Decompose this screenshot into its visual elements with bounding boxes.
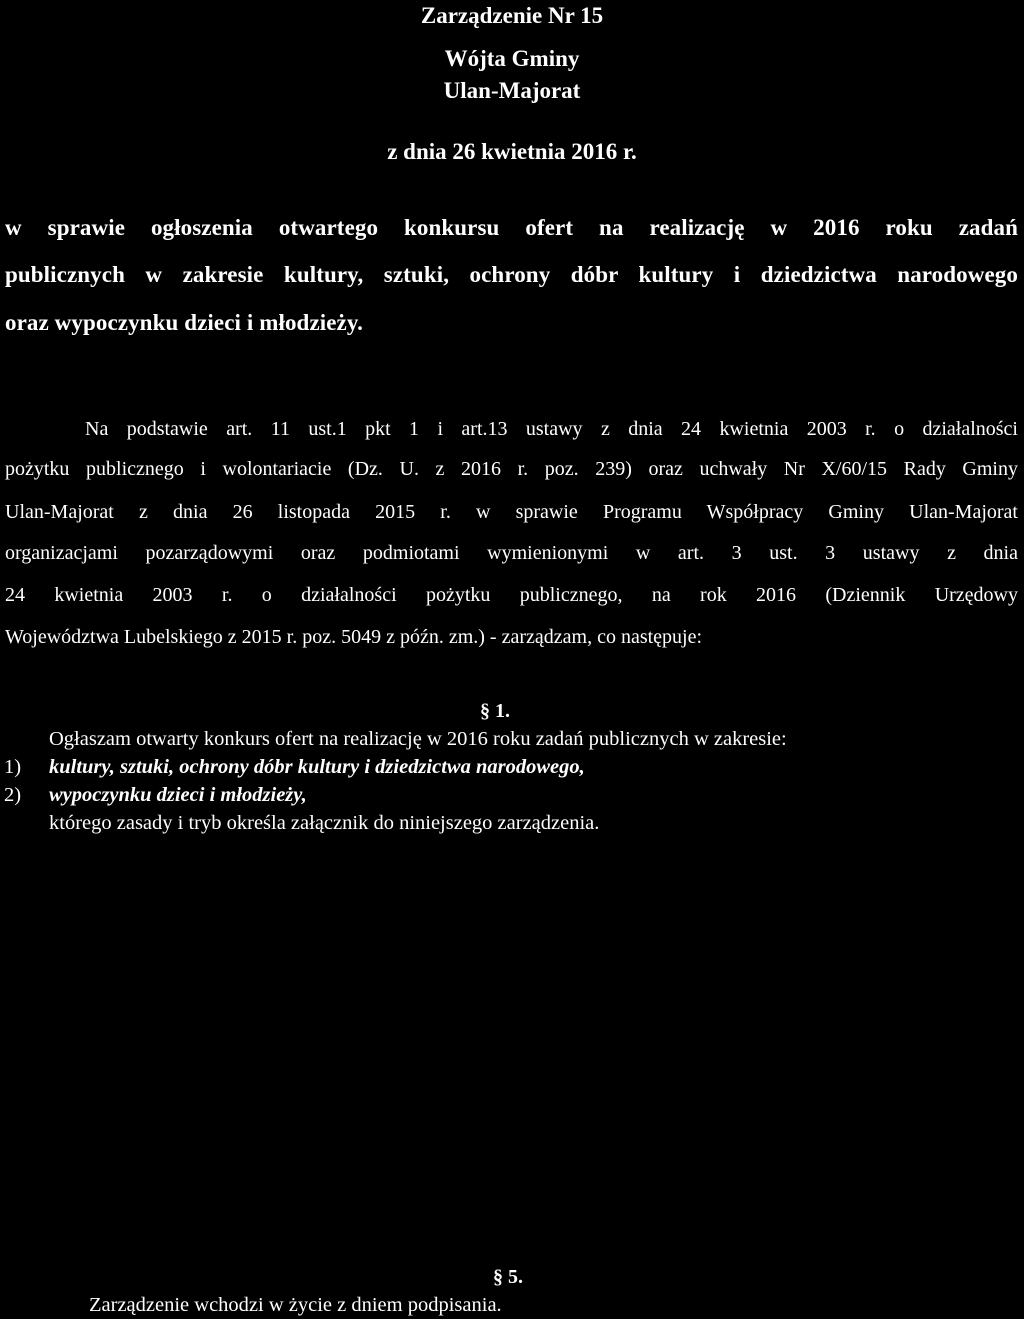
subject-line-2: publicznych w zakresie kultury, sztuki, ochrony dóbr kultury i dziedzictwa narodowego <box>5 262 1018 287</box>
legal-basis-line-1: Na podstawie art. 11 ust.1 pkt 1 i art.13 ustawy z dnia 24 kwietnia 2003 r. o działalności <box>85 418 1018 440</box>
legal-basis-line-5: 24 kwietnia 2003 r. o działalności pożytku publicznego, na rok 2016 (Dziennik Urzędowy <box>5 584 1018 606</box>
section-1-intro: Ogłaszam otwarty konkurs ofert na realizację w 2016 roku zadań publicznych w zakresie: <box>49 728 787 750</box>
list-item-2-number: 2) <box>4 784 22 806</box>
section-1-closing: którego zasady i tryb określa załącznik do niniejszego zarządzenia. <box>49 812 600 834</box>
list-item-1-text: kultury, sztuki, ochrony dóbr kultury i dziedzictwa narodowego, <box>49 756 585 778</box>
list-item-1-number: 1) <box>4 756 22 778</box>
ordinance-title: Zarządzenie Nr 15 <box>420 3 604 28</box>
ordinance-date: z dnia 26 kwietnia 2016 r. <box>387 139 637 164</box>
issuer-line-2: Ulan-Majorat <box>443 78 581 103</box>
legal-basis-line-3: Ulan-Majorat z dnia 26 listopada 2015 r. w sprawie Programu Współpracy Gminy Ulan-Majorat <box>5 501 1018 523</box>
legal-basis-line-4: organizacjami pozarządowymi oraz podmiotami wymienionymi w art. 3 ust. 3 ustawy z dnia <box>5 542 1018 564</box>
legal-basis-line-6: Województwa Lubelskiego z 2015 r. poz. 5049 z późn. zm.) - zarządzam, co następuje: <box>5 626 703 648</box>
legal-basis-line-2: pożytku publicznego i wolontariacie (Dz. U. z 2016 r. poz. 239) oraz uchwały Nr X/60/15 Rady Gminy <box>5 458 1018 480</box>
section-5-text: Zarządzenie wchodzi w życie z dniem podpisania. <box>89 1294 502 1316</box>
list-item-2-text: wypoczynku dzieci i młodzieży, <box>49 784 307 806</box>
subject-line-1: w sprawie ogłoszenia otwartego konkursu ofert na realizację w 2016 roku zadań <box>5 215 1018 240</box>
issuer-line-1: Wójta Gminy <box>444 46 580 71</box>
section-5-mark: § 5. <box>493 1266 523 1288</box>
section-1-mark: § 1. <box>480 700 510 722</box>
subject-line-3: oraz wypoczynku dzieci i młodzieży. <box>5 310 364 335</box>
